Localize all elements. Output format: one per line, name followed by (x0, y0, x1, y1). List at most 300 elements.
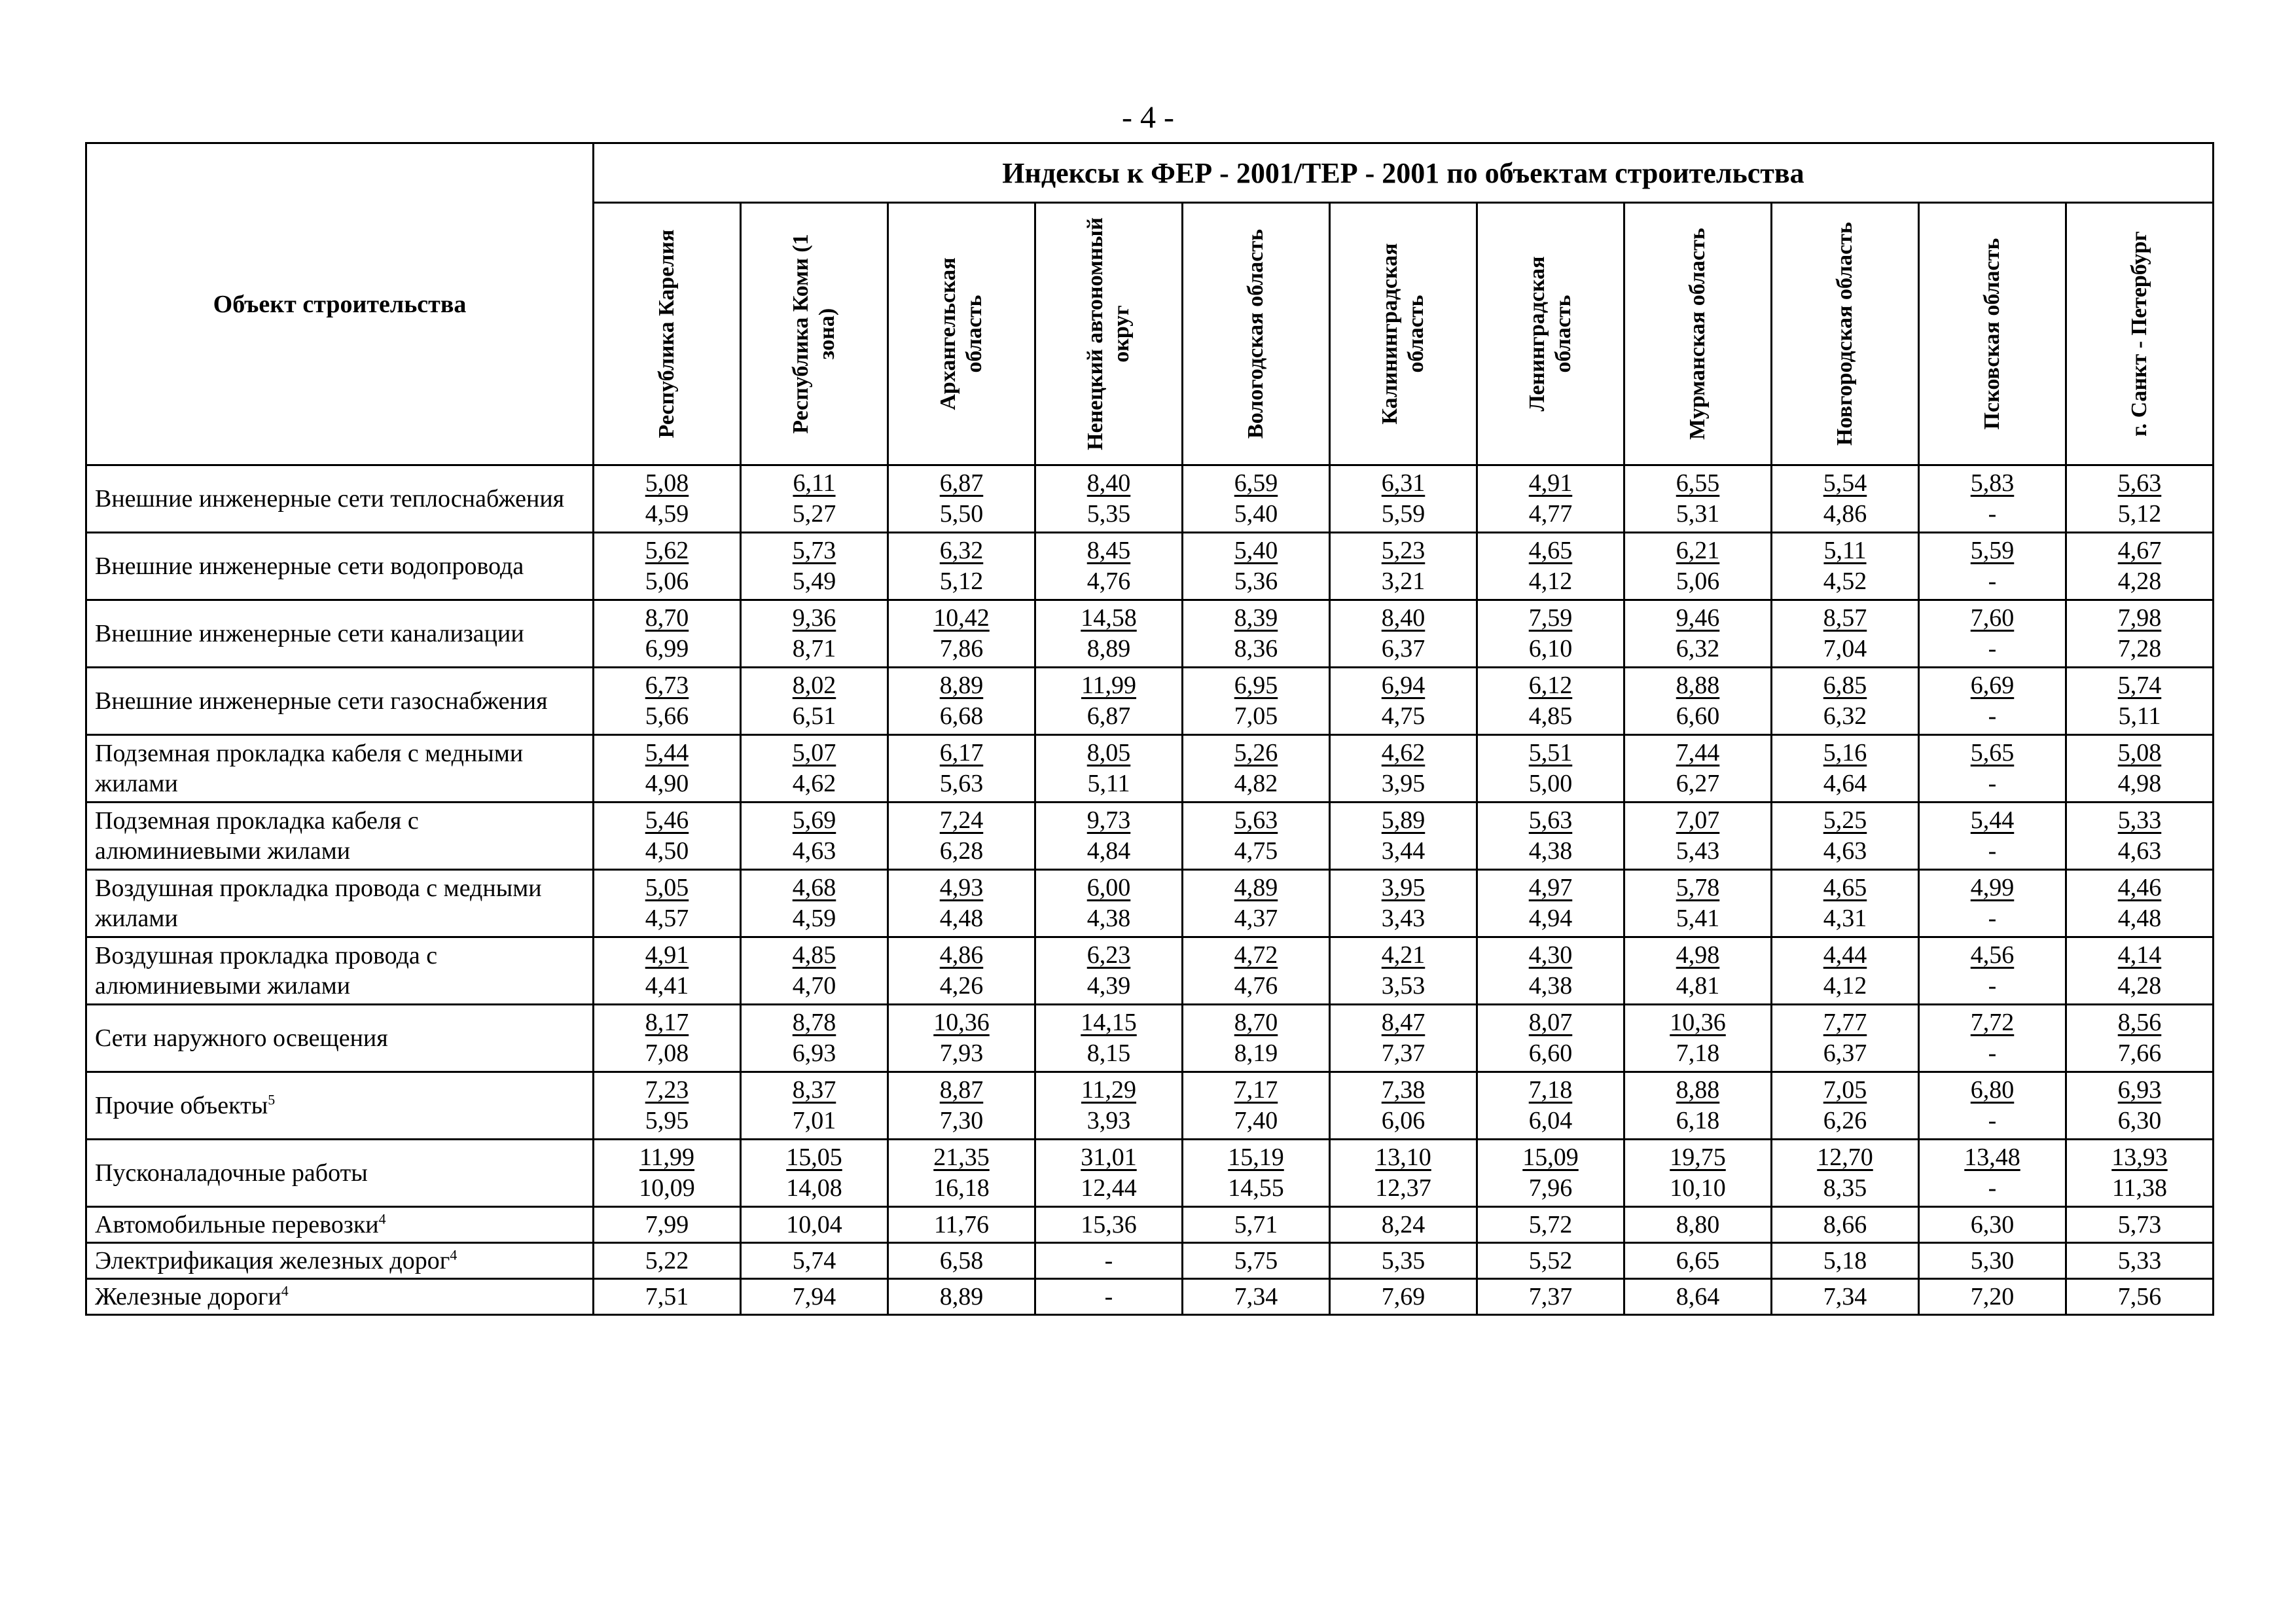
index-cell (1183, 1072, 1330, 1140)
index-cell (1035, 735, 1183, 803)
region-header-label: Республика Карелия (655, 229, 679, 439)
index-cell (1035, 600, 1183, 668)
region-header-label: Вологодская область (1244, 228, 1268, 439)
fer-index: 4,44 (1823, 941, 1867, 969)
fer-index: 8,17 (645, 1009, 689, 1036)
ter-index: 5,06 (645, 568, 689, 595)
index-cell (2066, 668, 2214, 735)
ter-index: 7,96 (1528, 1174, 1573, 1202)
ter-index: 4,70 (792, 972, 836, 1000)
index-cell (1477, 1072, 1624, 1140)
index-cell (2066, 465, 2214, 533)
index-cell (888, 1005, 1035, 1072)
fer-index: 5,33 (2117, 806, 2162, 834)
fer-index: 6,21 (1676, 537, 1720, 564)
ter-index: 5,11 (2118, 702, 2161, 730)
ter-index: 4,59 (645, 500, 689, 528)
index-cell (1330, 1140, 1477, 1207)
fer-index: 6,85 (1823, 672, 1867, 699)
index-cell (1035, 668, 1183, 735)
fer-index: 5,11 (1823, 537, 1867, 564)
fer-index: 8,40 (1381, 604, 1426, 632)
region-header-label: г. Санкт - Петербург (2127, 231, 2151, 437)
object-name: Воздушная прокладка провода с медными жилами (95, 875, 542, 932)
index-cell: 5,33 (2066, 1243, 2214, 1279)
ter-index: - (1988, 905, 1997, 932)
fer-index: 6,12 (1528, 672, 1573, 699)
ter-index: 3,53 (1381, 972, 1426, 1000)
fer-index: 5,44 (645, 739, 689, 767)
ter-index: 6,30 (2117, 1107, 2162, 1134)
ter-index: 4,81 (1676, 972, 1720, 1000)
index-cell: 8,64 (1624, 1279, 1772, 1315)
fer-index: 4,21 (1381, 941, 1426, 969)
index-cell (1772, 465, 1919, 533)
object-name-cell (86, 735, 594, 803)
ter-index: 4,37 (1234, 905, 1278, 932)
ter-index: 14,55 (1228, 1174, 1284, 1202)
footnote-mark: 4 (281, 1282, 289, 1299)
fer-index: 8,56 (2117, 1009, 2162, 1036)
fer-index: 6,11 (793, 469, 836, 497)
fer-index: 5,74 (2117, 672, 2162, 699)
index-cell (2066, 1140, 2214, 1207)
fer-index: 7,17 (1234, 1076, 1278, 1104)
fer-index: 6,73 (645, 672, 689, 699)
ter-index: 3,95 (1381, 770, 1426, 797)
index-cell (2066, 533, 2214, 600)
ter-index: 11,38 (2111, 1174, 2168, 1202)
fer-index: 8,70 (645, 604, 689, 632)
ter-index: 5,36 (1234, 568, 1278, 595)
index-cell (1035, 870, 1183, 937)
footnote-mark: 4 (378, 1210, 386, 1227)
index-cell (1772, 1072, 1919, 1140)
fer-index: 5,40 (1234, 537, 1278, 564)
fer-index: 8,47 (1381, 1009, 1426, 1036)
index-cell: 5,35 (1330, 1243, 1477, 1279)
index-cell (1772, 803, 1919, 870)
fer-index: 4,89 (1234, 874, 1278, 901)
index-cell (741, 1005, 888, 1072)
index-cell (1772, 937, 1919, 1005)
index-cell (1919, 1140, 2066, 1207)
ter-index: - (1988, 702, 1997, 730)
index-cell (1477, 600, 1624, 668)
index-cell (1624, 1140, 1772, 1207)
fer-index: 14,58 (1081, 604, 1137, 632)
ter-index: 6,28 (939, 837, 984, 865)
fer-index: 4,67 (2117, 537, 2162, 564)
index-cell (1919, 870, 2066, 937)
ter-index: 4,38 (1528, 837, 1573, 865)
ter-index: 7,08 (645, 1039, 689, 1067)
index-cell: 7,20 (1919, 1279, 2066, 1315)
fer-index: 11,99 (1081, 672, 1137, 699)
object-name-cell (86, 1243, 594, 1279)
ter-index: 10,10 (1670, 1174, 1726, 1202)
index-cell: 6,58 (888, 1243, 1035, 1279)
ter-index: 6,27 (1676, 770, 1720, 797)
ter-index: 8,35 (1823, 1174, 1867, 1202)
table-row (86, 1207, 2214, 1243)
index-cell (2066, 1072, 2214, 1140)
fer-index: 8,37 (792, 1076, 836, 1104)
index-cell (1183, 533, 1330, 600)
ter-index: 6,87 (1086, 702, 1131, 730)
ter-index: 7,05 (1234, 702, 1278, 730)
index-cell (888, 533, 1035, 600)
table-body (86, 465, 2214, 1315)
fer-index: 7,44 (1676, 739, 1720, 767)
object-name: Воздушная прокладка провода с алюминиевыми жилами (95, 942, 438, 1000)
object-name: Автомобильные перевозки (95, 1211, 379, 1238)
ter-index: 3,93 (1086, 1107, 1131, 1134)
object-name: Подземная прокладка кабеля с медными жилами (95, 740, 524, 797)
ter-index: 6,10 (1528, 635, 1573, 662)
page-number: - 4 - (1122, 100, 1174, 135)
fer-index: 5,46 (645, 806, 689, 834)
fer-index: 7,24 (939, 806, 984, 834)
index-cell (1183, 1140, 1330, 1207)
ter-index: 4,82 (1234, 770, 1278, 797)
index-cell: 6,65 (1624, 1243, 1772, 1279)
region-header-label: Ленинградская область (1525, 256, 1575, 412)
fer-index: 4,62 (1381, 739, 1426, 767)
ter-index: 4,59 (792, 905, 836, 932)
index-cell (1624, 533, 1772, 600)
object-name-cell (86, 1140, 594, 1207)
ter-index: 5,43 (1676, 837, 1720, 865)
fer-index: 7,23 (645, 1076, 689, 1104)
ter-index: 5,50 (939, 500, 984, 528)
ter-index: 4,63 (792, 837, 836, 865)
region-header-label: Калининградская область (1378, 243, 1428, 425)
table-row (86, 937, 2214, 1005)
ter-index: 4,64 (1823, 770, 1867, 797)
object-name: Внешние инженерные сети теплоснабжения (95, 485, 565, 513)
index-cell: 10,04 (741, 1207, 888, 1243)
ter-index: 4,28 (2117, 568, 2162, 595)
index-cell: 5,52 (1477, 1243, 1624, 1279)
table-row (86, 1072, 2214, 1140)
ter-index: 8,89 (1086, 635, 1131, 662)
index-cell (888, 465, 1035, 533)
fer-index: 4,46 (2117, 874, 2162, 901)
ter-index: 16,18 (933, 1174, 990, 1202)
index-cell (1035, 1005, 1183, 1072)
ter-index: 4,75 (1381, 702, 1426, 730)
ter-index: - (1988, 972, 1997, 1000)
region-header-label: Ненецкий автономный округ (1083, 217, 1134, 450)
index-cell (1624, 600, 1772, 668)
fer-index: 8,78 (792, 1009, 836, 1036)
fer-index: 5,08 (2117, 739, 2162, 767)
ter-index: 4,94 (1528, 905, 1573, 932)
fer-index: 14,15 (1081, 1009, 1137, 1036)
index-cell (888, 735, 1035, 803)
ter-index: - (1988, 635, 1997, 662)
object-name: Электрификация железных дорог (95, 1247, 450, 1274)
index-cell (1330, 465, 1477, 533)
fer-index: 9,46 (1676, 604, 1720, 632)
index-cell (741, 870, 888, 937)
table-row (86, 735, 2214, 803)
object-name: Пусконаладочные работы (95, 1159, 368, 1187)
index-cell (888, 870, 1035, 937)
ter-index: 4,90 (645, 770, 689, 797)
index-cell: 15,36 (1035, 1207, 1183, 1243)
index-cell (1477, 803, 1624, 870)
fer-index: 10,42 (933, 604, 990, 632)
object-name-cell (86, 1005, 594, 1072)
index-cell (594, 735, 741, 803)
fer-index: 5,69 (792, 806, 836, 834)
region-header-label: Архангельская область (936, 257, 986, 410)
index-cell: 5,71 (1183, 1207, 1330, 1243)
index-cell (1624, 1005, 1772, 1072)
index-cell: 7,99 (594, 1207, 741, 1243)
ter-index: 6,18 (1676, 1107, 1720, 1134)
fer-index: 8,57 (1823, 604, 1867, 632)
fer-index: 8,39 (1234, 604, 1278, 632)
fer-index: 5,23 (1381, 537, 1426, 564)
index-cell (1035, 465, 1183, 533)
object-name: Сети наружного освещения (95, 1024, 388, 1052)
index-cell (1477, 465, 1624, 533)
ter-index: 4,77 (1528, 500, 1573, 528)
index-cell (1183, 465, 1330, 533)
index-cell (741, 1072, 888, 1140)
object-name: Внешние инженерные сети газоснабжения (95, 687, 548, 715)
table-row (86, 533, 2214, 600)
ter-index: 6,32 (1676, 635, 1720, 662)
fer-index: 4,86 (939, 941, 984, 969)
fer-index: 11,29 (1081, 1076, 1137, 1104)
fer-index: 7,07 (1676, 806, 1720, 834)
index-cell (1624, 937, 1772, 1005)
table-row (86, 803, 2214, 870)
fer-index: 4,65 (1823, 874, 1867, 901)
fer-index: 8,88 (1676, 672, 1720, 699)
fer-index: 6,23 (1086, 941, 1131, 969)
table-row (86, 465, 2214, 533)
index-cell (1772, 600, 1919, 668)
index-cell (1330, 1072, 1477, 1140)
ter-index: - (1988, 1039, 1997, 1067)
index-cell (1919, 1005, 2066, 1072)
index-cell (1330, 1005, 1477, 1072)
fer-index: 4,65 (1528, 537, 1573, 564)
fer-index: 12,70 (1817, 1144, 1873, 1171)
fer-index: 6,59 (1234, 469, 1278, 497)
ter-index: 10,09 (639, 1174, 695, 1202)
index-cell (741, 803, 888, 870)
index-cell (1919, 803, 2066, 870)
ter-index: 7,30 (939, 1107, 984, 1134)
ter-index: 4,48 (2117, 905, 2162, 932)
index-cell (2066, 600, 2214, 668)
footnote-mark: 5 (268, 1091, 276, 1108)
fer-index: 15,05 (786, 1144, 842, 1171)
fer-index: 9,73 (1086, 806, 1131, 834)
ter-index: 7,04 (1823, 635, 1867, 662)
table-row (86, 1243, 2214, 1279)
table-row (86, 870, 2214, 937)
index-cell: 11,76 (888, 1207, 1035, 1243)
index-cell (1477, 533, 1624, 600)
ter-index: 4,62 (792, 770, 836, 797)
ter-index: 6,99 (645, 635, 689, 662)
index-cell (741, 937, 888, 1005)
index-cell (1624, 735, 1772, 803)
ter-index: 4,57 (645, 905, 689, 932)
ter-index: 7,18 (1676, 1039, 1720, 1067)
index-cell (888, 1140, 1035, 1207)
fer-index: 5,63 (1234, 806, 1278, 834)
table-row (86, 668, 2214, 735)
fer-index: 5,26 (1234, 739, 1278, 767)
fer-index: 4,85 (792, 941, 836, 969)
ter-index: 4,84 (1086, 837, 1131, 865)
fer-index: 6,87 (939, 469, 984, 497)
ter-index: 6,60 (1528, 1039, 1573, 1067)
fer-index: 4,91 (645, 941, 689, 969)
fer-index: 6,55 (1676, 469, 1720, 497)
table-row (86, 1279, 2214, 1315)
fer-index: 5,16 (1823, 739, 1867, 767)
index-cell (1624, 465, 1772, 533)
ter-index: 4,63 (2117, 837, 2162, 865)
index-cell (1183, 1005, 1330, 1072)
index-cell: 8,66 (1772, 1207, 1919, 1243)
object-name-cell (86, 533, 594, 600)
ter-index: 8,71 (792, 635, 836, 662)
index-cell (1330, 803, 1477, 870)
ter-index: 5,12 (939, 568, 984, 595)
index-cell (1919, 735, 2066, 803)
fer-index: 31,01 (1081, 1144, 1137, 1171)
ter-index: 4,38 (1086, 905, 1131, 932)
fer-index: 4,91 (1528, 469, 1573, 497)
index-cell (741, 1140, 888, 1207)
region-header (1919, 203, 2066, 465)
index-cell (1183, 735, 1330, 803)
ter-index: 5,49 (792, 568, 836, 595)
region-header (2066, 203, 2214, 465)
index-cell (1477, 870, 1624, 937)
index-cell: 5,18 (1772, 1243, 1919, 1279)
ter-index: 6,37 (1381, 635, 1426, 662)
index-cell (741, 600, 888, 668)
index-cell (1330, 870, 1477, 937)
ter-index: 12,37 (1375, 1174, 1431, 1202)
index-cell (1919, 600, 2066, 668)
ter-index: 5,27 (792, 500, 836, 528)
index-cell (2066, 870, 2214, 937)
index-cell (1477, 735, 1624, 803)
region-header (741, 203, 888, 465)
object-name: Внешние инженерные сети канализации (95, 620, 524, 647)
ter-index: 4,41 (645, 972, 689, 1000)
ter-index: 6,06 (1381, 1107, 1426, 1134)
fer-index: 4,30 (1528, 941, 1573, 969)
fer-index: 5,25 (1823, 806, 1867, 834)
fer-index: 5,51 (1528, 739, 1573, 767)
index-cell (888, 937, 1035, 1005)
ter-index: 4,86 (1823, 500, 1867, 528)
fer-index: 7,98 (2117, 604, 2162, 632)
object-name-cell (86, 870, 594, 937)
ter-index: 7,01 (792, 1107, 836, 1134)
ter-index: 5,31 (1676, 500, 1720, 528)
fer-index: 4,97 (1528, 874, 1573, 901)
fer-index: 8,70 (1234, 1009, 1278, 1036)
ter-index: 4,28 (2117, 972, 2162, 1000)
index-cell (1330, 600, 1477, 668)
ter-index: 4,76 (1086, 568, 1131, 595)
index-cell (1772, 1140, 1919, 1207)
ter-index: 4,50 (645, 837, 689, 865)
fer-index: 6,93 (2117, 1076, 2162, 1104)
ter-index: 3,43 (1381, 905, 1426, 932)
fer-index: 13,10 (1375, 1144, 1431, 1171)
fer-index: 4,99 (1970, 874, 2015, 901)
index-cell: 6,30 (1919, 1207, 2066, 1243)
index-cell (594, 870, 741, 937)
ter-index: 5,66 (645, 702, 689, 730)
fer-index: 5,62 (645, 537, 689, 564)
ter-index: 6,93 (792, 1039, 836, 1067)
index-cell: 5,72 (1477, 1207, 1624, 1243)
index-cell (1772, 735, 1919, 803)
indices-group-header: Индексы к ФЕР - 2001/ТЕР - 2001 по объектам строительства (594, 143, 2214, 203)
ter-index: 5,00 (1528, 770, 1573, 797)
index-cell (2066, 1005, 2214, 1072)
index-cell (741, 465, 888, 533)
object-name: Подземная прокладка кабеля с алюминиевыми жилами (95, 807, 419, 865)
region-header (1772, 203, 1919, 465)
object-name: Внешние инженерные сети водопровода (95, 552, 524, 580)
table-row (86, 600, 2214, 668)
index-cell (2066, 937, 2214, 1005)
index-cell (1035, 803, 1183, 870)
index-cell (594, 668, 741, 735)
fer-index: 6,94 (1381, 672, 1426, 699)
ter-index: 5,06 (1676, 568, 1720, 595)
ter-index: 12,44 (1081, 1174, 1137, 1202)
region-header (1183, 203, 1330, 465)
index-cell (1919, 937, 2066, 1005)
index-cell (594, 1072, 741, 1140)
ter-index: - (1988, 1107, 1997, 1134)
fer-index: 6,32 (939, 537, 984, 564)
object-name-cell (86, 1207, 594, 1243)
region-header (1330, 203, 1477, 465)
index-cell (1330, 937, 1477, 1005)
region-header-label: Республика Коми (1 зона) (789, 234, 839, 434)
fer-index: 8,87 (939, 1076, 984, 1104)
index-cell: 5,73 (2066, 1207, 2214, 1243)
ter-index: - (1988, 568, 1997, 595)
fer-index: 8,05 (1086, 739, 1131, 767)
index-cell (1624, 803, 1772, 870)
ter-index: 5,11 (1087, 770, 1130, 797)
ter-index: 6,68 (939, 702, 984, 730)
fer-index: 19,75 (1670, 1144, 1726, 1171)
index-cell (1624, 668, 1772, 735)
ter-index: 7,93 (939, 1039, 984, 1067)
